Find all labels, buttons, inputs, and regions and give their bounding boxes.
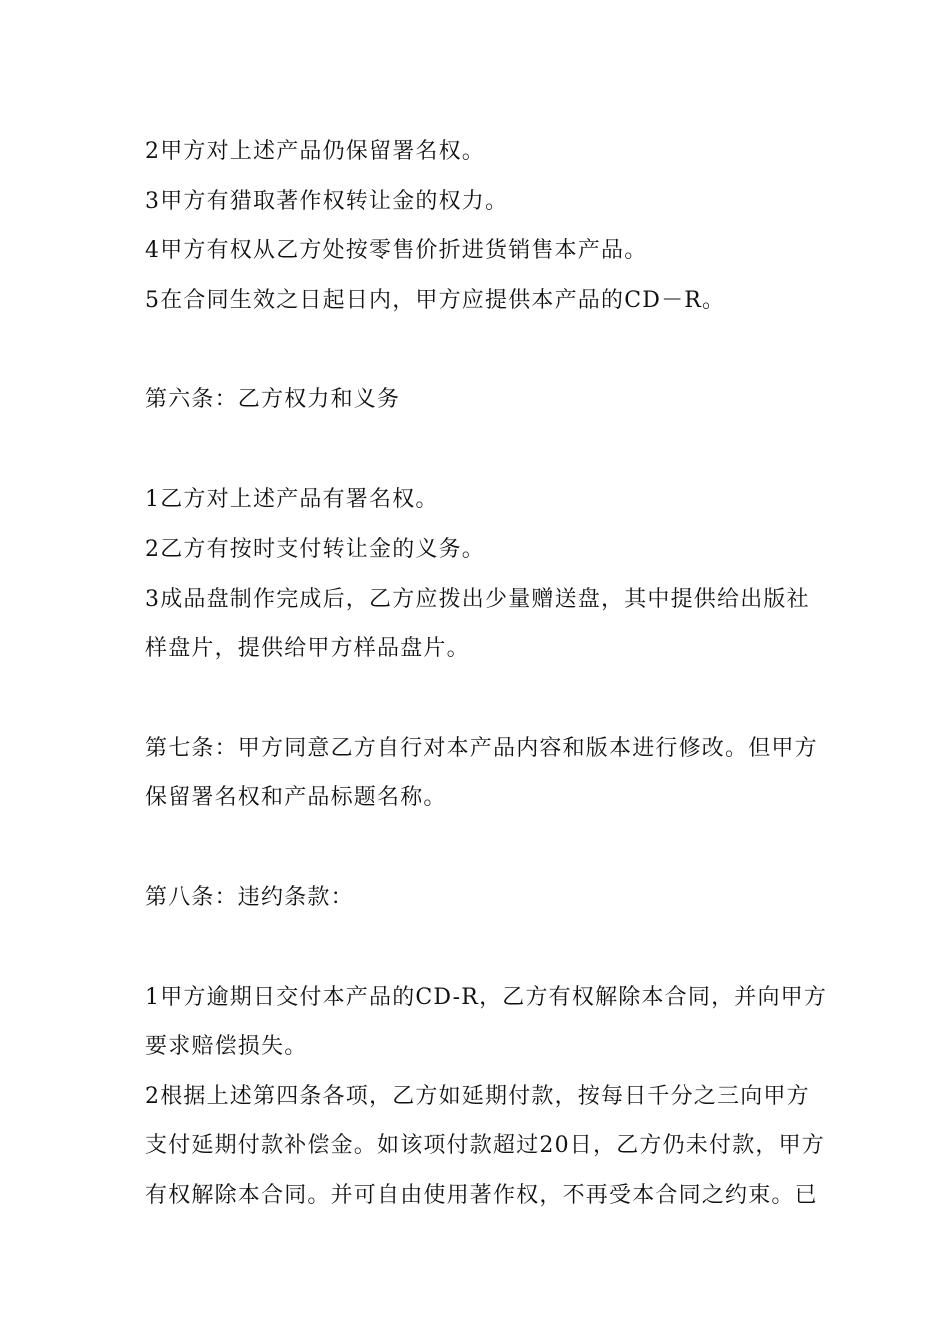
clause-6-item-3: 3成品盘制作完成后，乙方应拨出少量赠送盘，其中提供给出版社 — [145, 587, 810, 612]
clause-5-item-4: 4甲方有权从乙方处按零售价折进货销售本产品。 — [145, 238, 648, 263]
clause-6-heading: 第六条：乙方权力和义务 — [145, 387, 401, 412]
clause-6-item-3-continued: 样盘片，提供给甲方样品盘片。 — [145, 636, 470, 661]
clause-5-item-2: 2甲方对上述产品仍保留署名权。 — [145, 139, 485, 164]
clause-7: 第七条：甲方同意乙方自行对本产品内容和版本进行修改。但甲方 — [145, 736, 818, 761]
clause-5-item-5: 5在合同生效之日起日内，甲方应提供本产品的CD－R。 — [145, 288, 726, 313]
clause-6-item-2: 2乙方有按时支付转让金的义务。 — [145, 537, 485, 562]
clause-8-item-1: 1甲方逾期日交付本产品的CD-R，乙方有权解除本合同，并向甲方 — [145, 985, 828, 1010]
clause-7-continued: 保留署名权和产品标题名称。 — [145, 785, 447, 810]
clause-6-item-1: 1乙方对上述产品有署名权。 — [145, 487, 439, 512]
clause-8-item-2-continued-1: 支付延期付款补偿金。如该项付款超过20日，乙方仍未付款，甲方 — [145, 1133, 825, 1158]
clause-8-item-1-continued: 要求赔偿损失。 — [145, 1034, 308, 1059]
clause-5-item-3: 3甲方有猎取著作权转让金的权力。 — [145, 189, 509, 214]
clause-8-heading: 第八条：违约条款： — [145, 885, 354, 910]
clause-8-item-2: 2根据上述第四条各项，乙方如延期付款，按每日千分之三向甲方 — [145, 1084, 810, 1109]
clause-8-item-2-continued-2: 有权解除本合同。并可自由使用著作权，不再受本合同之约束。已 — [145, 1183, 818, 1208]
